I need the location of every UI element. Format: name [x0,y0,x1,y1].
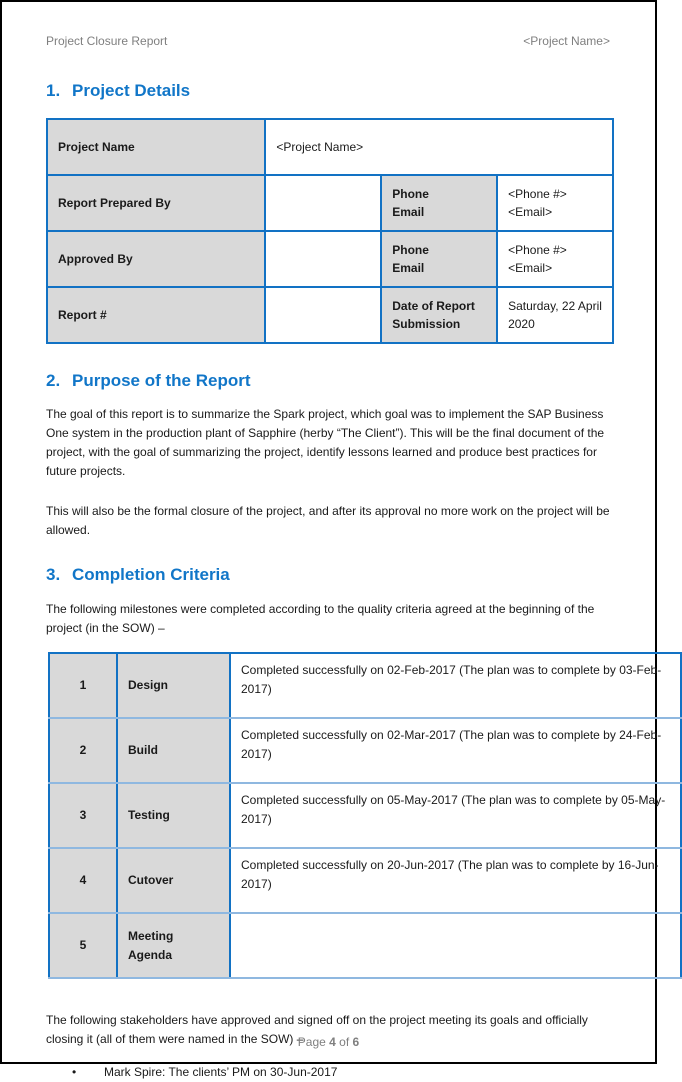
cell-value-approved-contact [497,231,613,287]
milestone-number: 4 [49,848,117,913]
value-phone-placeholder: <Phone #> [508,243,567,257]
cell-value-project-name: <Project Name> [265,119,613,175]
cell-value-prepared-contact [497,175,613,231]
value-phone-placeholder: <Phone #> [508,187,567,201]
footer-page-word: Page [297,1035,330,1049]
value-email-placeholder: <Email> [508,205,553,219]
cell-label-approved-contact [381,231,497,287]
page-footer [2,1035,655,1049]
table-row-project-name [47,119,613,175]
table-row-milestone [49,783,681,848]
bullet-icon: • [72,1065,77,1079]
section-title: Project Details [72,81,191,100]
section-title: Purpose of the Report [72,371,251,390]
completion-criteria-table [48,652,682,979]
cell-label-prepared-by: Report Prepared By [47,175,265,231]
milestone-description: Completed successfully on 05-May-2017 (The plan was to complete by 05-May-2017) [230,783,681,848]
milestone-number: 2 [49,718,117,783]
header-project-name-placeholder: <Project Name> [523,34,610,48]
milestone-description: Completed successfully on 20-Jun-2017 (The plan was to complete by 16-Jun-2017) [230,848,681,913]
footer-current-page: 4 [329,1035,336,1049]
milestone-description [230,913,681,978]
cell-label-project-name: Project Name [47,119,265,175]
table-row-milestone [49,913,681,978]
footer-of-word: of [335,1035,353,1049]
purpose-paragraph-2: This will also be the formal closure of the project, and after its approval no more work on the project will be allowed. [46,504,610,537]
section-number: 3. [46,565,61,584]
section-number: 1. [46,81,61,100]
header-document-title: Project Closure Report [46,34,168,48]
section-heading-completion-criteria [46,564,610,586]
table-row-milestone [49,848,681,913]
label-email: Email [392,261,425,275]
label-phone: Phone [392,187,429,201]
running-header [46,33,610,49]
footer-total-pages: 6 [352,1035,360,1049]
milestone-number: 3 [49,783,117,848]
milestone-name: Design [117,653,230,718]
completion-intro-paragraph: The following milestones were completed according to the quality criteria agreed at the beginning of the project (in the SOW) – [46,602,595,635]
section-title: Completion Criteria [72,565,230,584]
table-row-approved-by [47,231,613,287]
milestone-name: Build [117,718,230,783]
cell-label-prepared-contact [381,175,497,231]
cell-label-submission-date: Date of Report Submission [381,287,497,343]
table-row-report-number [47,287,613,343]
value-email-placeholder: <Email> [508,261,553,275]
cell-value-submission-date: Saturday, 22 April 2020 [497,287,613,343]
milestone-name: Cutover [117,848,230,913]
label-phone: Phone [392,243,429,257]
milestone-number: 1 [49,653,117,718]
cell-label-approved-by: Approved By [47,231,265,287]
table-row-prepared-by [47,175,613,231]
section-number: 2. [46,371,61,390]
cell-value-approved-by [265,231,381,287]
section-heading-purpose [46,370,610,392]
cell-value-prepared-by [265,175,381,231]
label-email: Email [392,205,425,219]
stakeholders-paragraph: The following stakeholders have approved and signed off on the project meeting its goals and officially closing it (all of them were named in the SOW) – [46,1013,588,1046]
milestone-number: 5 [49,913,117,978]
milestone-description: Completed successfully on 02-Mar-2017 (The plan was to complete by 24-Feb-2017) [230,718,681,783]
stakeholder-list-item [46,1063,610,1082]
milestone-description: Completed successfully on 02-Feb-2017 (The plan was to complete by 03-Feb-2017) [230,653,681,718]
stakeholder-signoff-text: Mark Spire: The clients’ PM on 30-Jun-2017 [104,1065,338,1079]
table-row-milestone [49,718,681,783]
section-heading-project-details [46,80,610,102]
table-row-milestone [49,653,681,718]
project-details-table [46,118,614,344]
purpose-paragraph-1: The goal of this report is to summarize the Spark project, which goal was to implement the SAP Business One system in the production plant of Sapphire (herby “The Client”). This will be the final document of the project, with the goal of summarizing the project, identify lessons learned and produce best practices for future projects. [46,407,605,478]
milestone-name: Meeting Agenda [117,913,230,978]
cell-value-report-number [265,287,381,343]
milestone-name: Testing [117,783,230,848]
cell-label-report-number: Report # [47,287,265,343]
